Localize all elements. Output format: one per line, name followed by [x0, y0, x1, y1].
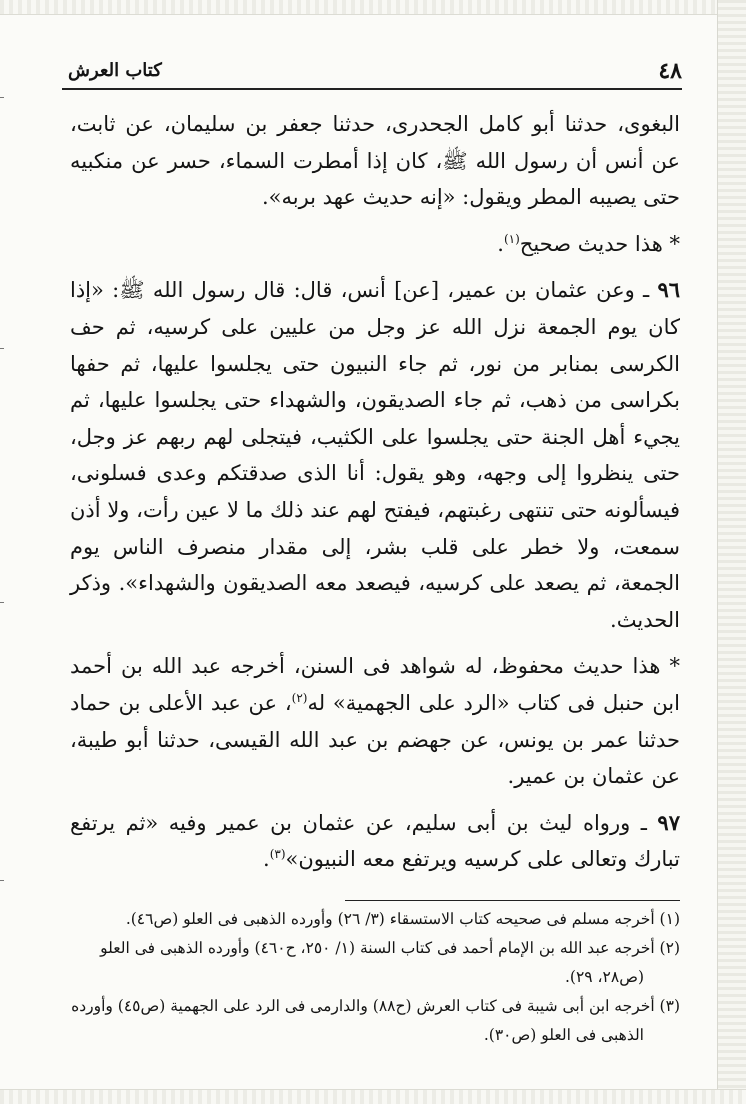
- footnote-text: (٣) أخرجه ابن أبى شيبة فى كتاب العرش (ح٨٨) والدارمى فى الرد على الجهمية (ص٤٥) وأورده: [71, 997, 680, 1015]
- paragraph-text: ـ ورواه ليث بن أبى سليم، عن عثمان بن عمير وفيه «ثم يرتفع تبارك وتعالى على كرسيه ويرتفع معه النبيون»: [70, 810, 680, 872]
- main-text: [70, 106, 680, 878]
- footnote-text: الذهبى فى العلو (ص٣٠).: [483, 1026, 644, 1044]
- paragraph: [70, 106, 680, 216]
- footnote-rule: [345, 900, 680, 901]
- edge-mark: [0, 880, 4, 881]
- footnote: [70, 934, 680, 963]
- footnote: [70, 905, 680, 934]
- paragraph-text: * هذا حديث محفوظ، له شواهد فى السنن، أخرجه عبد الله بن أحمد ابن حنبل فى كتاب «الرد على الجهمية» له: [70, 654, 680, 715]
- edge-mark: [0, 348, 4, 349]
- hadith-number: ٩٦: [657, 277, 680, 303]
- footnote-text: (١) أخرجه مسلم فى صحيحه كتاب الاستسقاء (٣/ ٢٦) وأورده الذهبى فى العلو (ص٤٦).: [125, 910, 680, 928]
- page-header: [62, 58, 682, 84]
- footnote-ref: (٢): [291, 690, 308, 705]
- hadith-97: [70, 805, 680, 878]
- paragraph-text: ـ وعن عثمان بن عمير، [عن] أنس، قال: قال رسول الله ﷺ: «إذا كان يوم الجمعة نزل الله عز وجل من عليين على كرسيه، ثم حف الكرسى بمنابر من نور، ثم جاء النبيون حتى يجلسوا عليها، ثم حفها بكراسى من ذهب، ثم جاء الصديقون، والشهداء حتى يجلسوا عليها، ثم يجيء أهل الجنة حتى يجلسوا على الكثيب، فيتجلى لهم ربهم عز وجل، حتى ينظروا إلى وجهه، وهو يقول: أنا الذى صدقتكم وعدى فسلونى، فيسألونه حتى تنتهى رغبتهم، فيفتح لهم عند ذلك ما لا عين رأت، ولا أذن سمعت، ولا خطر على قلب بشر، إلى مقدار منصرف الناس يوم الجمعة، ثم يصعد على كرسيه، فيصعد معه الصديقون والشهداء». وذكر الحديث.: [70, 278, 680, 632]
- paragraph-text: .: [497, 231, 504, 256]
- footnote-continuation: [70, 963, 680, 992]
- bottom-ornament-border: [0, 1089, 746, 1104]
- footnote-ref: (٣): [269, 847, 286, 862]
- hadith-96: [70, 272, 680, 638]
- edge-mark: [0, 97, 4, 98]
- page-number: ٤٨: [658, 58, 682, 84]
- footnote-ref: (١): [503, 231, 520, 246]
- footnote: [70, 992, 680, 1021]
- paragraph-text: ، عن عبد الأعلى بن حماد حدثنا عمر بن يونس، عن جهضم بن عبد الله القيسى، حدثنا أبو طيبة، عن عثمان بن عمير.: [70, 690, 680, 789]
- paragraph: [70, 648, 680, 794]
- footnotes: [70, 905, 680, 1050]
- right-ornament-border: [717, 0, 746, 1104]
- paragraph-text: * هذا حديث صحيح: [519, 231, 680, 256]
- edge-mark: [0, 602, 4, 603]
- footnote-continuation: [70, 1021, 680, 1050]
- top-ornament-border: [0, 0, 746, 15]
- running-title: كتاب العرش: [68, 60, 162, 81]
- hadith-number: ٩٧: [657, 809, 680, 835]
- paragraph-text: .: [263, 847, 270, 872]
- header-rule: [62, 88, 682, 90]
- footnote-text: (ص٢٨، ٢٩).: [564, 968, 644, 986]
- paragraph: [70, 226, 680, 263]
- paragraph-text: البغوى، حدثنا أبو كامل الجحدرى، حدثنا جعفر بن سليمان، عن ثابت، عن أنس أن رسول الله ﷺ، كان إذا أمطرت السماء، حسر عن منكبيه حتى يصيبه المطر ويقول: «إنه حديث عهد بربه».: [70, 112, 680, 210]
- footnote-text: (٢) أخرجه عبد الله بن الإمام أحمد فى كتاب السنة (١/ ٢٥٠، ح٤٦٠) وأورده الذهبى فى العلو: [100, 939, 680, 957]
